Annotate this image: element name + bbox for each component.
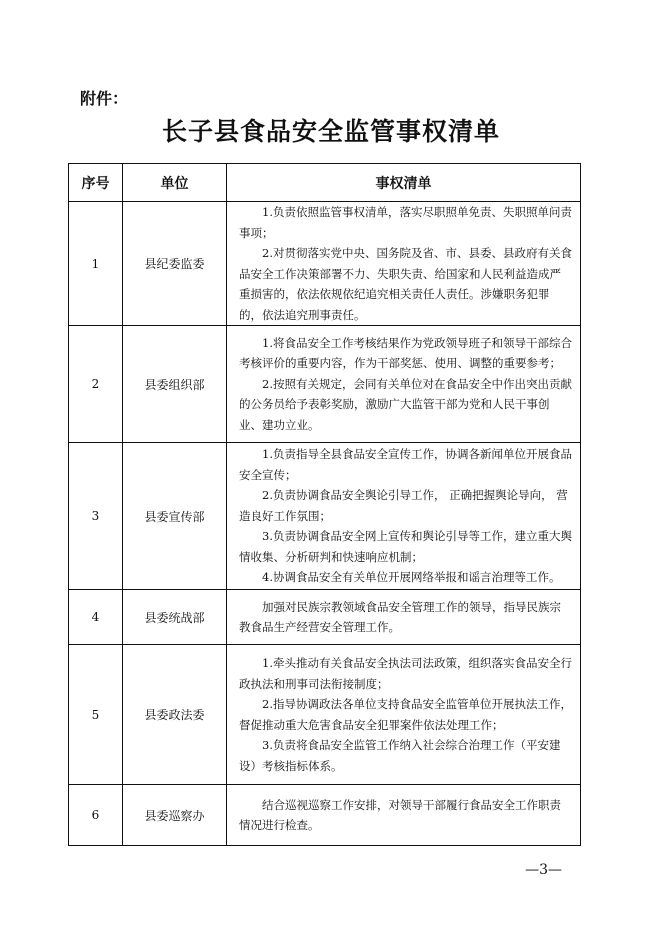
row-num: 3 — [69, 443, 123, 590]
rights-paragraph: 加强对民族宗教领域食品安全管理工作的领导，指导民族宗教食品生产经营安全管理工作。 — [239, 599, 561, 634]
row-unit: 县委组织部 — [123, 326, 227, 443]
attachment-label: 附件： — [80, 89, 129, 108]
row-num: 2 — [69, 326, 123, 443]
row-rights — [227, 202, 581, 326]
table-row — [69, 590, 581, 645]
table-row — [69, 326, 581, 443]
header-unit: 单位 — [123, 164, 227, 202]
table-row — [69, 785, 581, 846]
row-unit: 县纪委监委 — [123, 202, 227, 326]
header-num: 序号 — [69, 164, 123, 202]
rights-paragraph: 2.按照有关规定，会同有关单位对在食品安全中作出突出贡献的公务员给予表彰奖励，激励广大监管干部为党和人民干事创业、建功立业。 — [239, 376, 572, 432]
row-num: 1 — [69, 202, 123, 326]
table-row — [69, 443, 581, 590]
row-rights — [227, 326, 581, 443]
row-unit: 县委统战部 — [123, 590, 227, 645]
row-rights — [227, 785, 581, 846]
header-rights: 事权清单 — [227, 164, 581, 202]
page-title: 长子县食品安全监管事权清单 — [161, 117, 500, 146]
rights-paragraph: 2.对贯彻落实党中央、国务院及省、市、县委、县政府有关食品安全工作决策部署不力、失职失责、给国家和人民利益造成严重损害的，依法依规依纪追究相关责任人责任。涉嫌职务犯罪的，依法追究刑事责任。 — [239, 246, 572, 322]
rights-paragraph: 1.牵头推动有关食品安全执法司法政策，组织落实食品安全行政执法和刑事司法衔接制度； — [239, 656, 572, 691]
row-num: 4 — [69, 590, 123, 645]
rights-paragraph: 1.负责指导全县食品安全宣传工作，协调各新闻单位开展食品安全宣传； — [239, 447, 572, 482]
row-num: 5 — [69, 645, 123, 785]
row-rights — [227, 645, 581, 785]
rights-paragraph: 2.指导协调政法各单位支持食品安全监管单位开展执法工作，督促推动重大危害食品安全犯罪案件依法处理工作； — [239, 697, 572, 732]
rights-paragraph: 1.负责依照监管事权清单，落实尽职照单免责、失职照单问责事项； — [239, 205, 572, 240]
rights-paragraph: 结合巡视巡察工作安排，对领导干部履行食品安全工作职责情况进行检查。 — [239, 797, 561, 832]
rights-paragraph: 1.将食品安全工作考核结果作为党政领导班子和领导干部综合考核评价的重要内容，作为干部奖惩、使用、调整的重要参考； — [239, 335, 572, 371]
row-unit: 县委宣传部 — [123, 443, 227, 590]
row-num: 6 — [69, 785, 123, 846]
rights-paragraph: 3.负责将食品安全监管工作纳入社会综合治理工作（平安建设）考核指标体系。 — [239, 738, 561, 773]
table-row — [69, 645, 581, 785]
row-rights — [227, 590, 581, 645]
row-rights — [227, 443, 581, 590]
table-row — [69, 202, 581, 326]
rights-paragraph: 2.负责协调食品安全舆论引导工作， 正确把握舆论导向， 营造良好工作氛围； — [239, 488, 568, 523]
page-number: —3— — [525, 862, 562, 878]
rights-paragraph: 3.负责协调食品安全网上宣传和舆论引导等工作，建立重大舆情收集、分析研判和快速响应机制； — [239, 529, 572, 564]
row-unit: 县委政法委 — [123, 645, 227, 785]
rights-paragraph: 4.协调食品安全有关单位开展网络举报和谣言治理等工作。 — [262, 570, 561, 585]
rights-table — [68, 163, 581, 846]
table-header-row — [69, 164, 581, 202]
row-unit: 县委巡察办 — [123, 785, 227, 846]
